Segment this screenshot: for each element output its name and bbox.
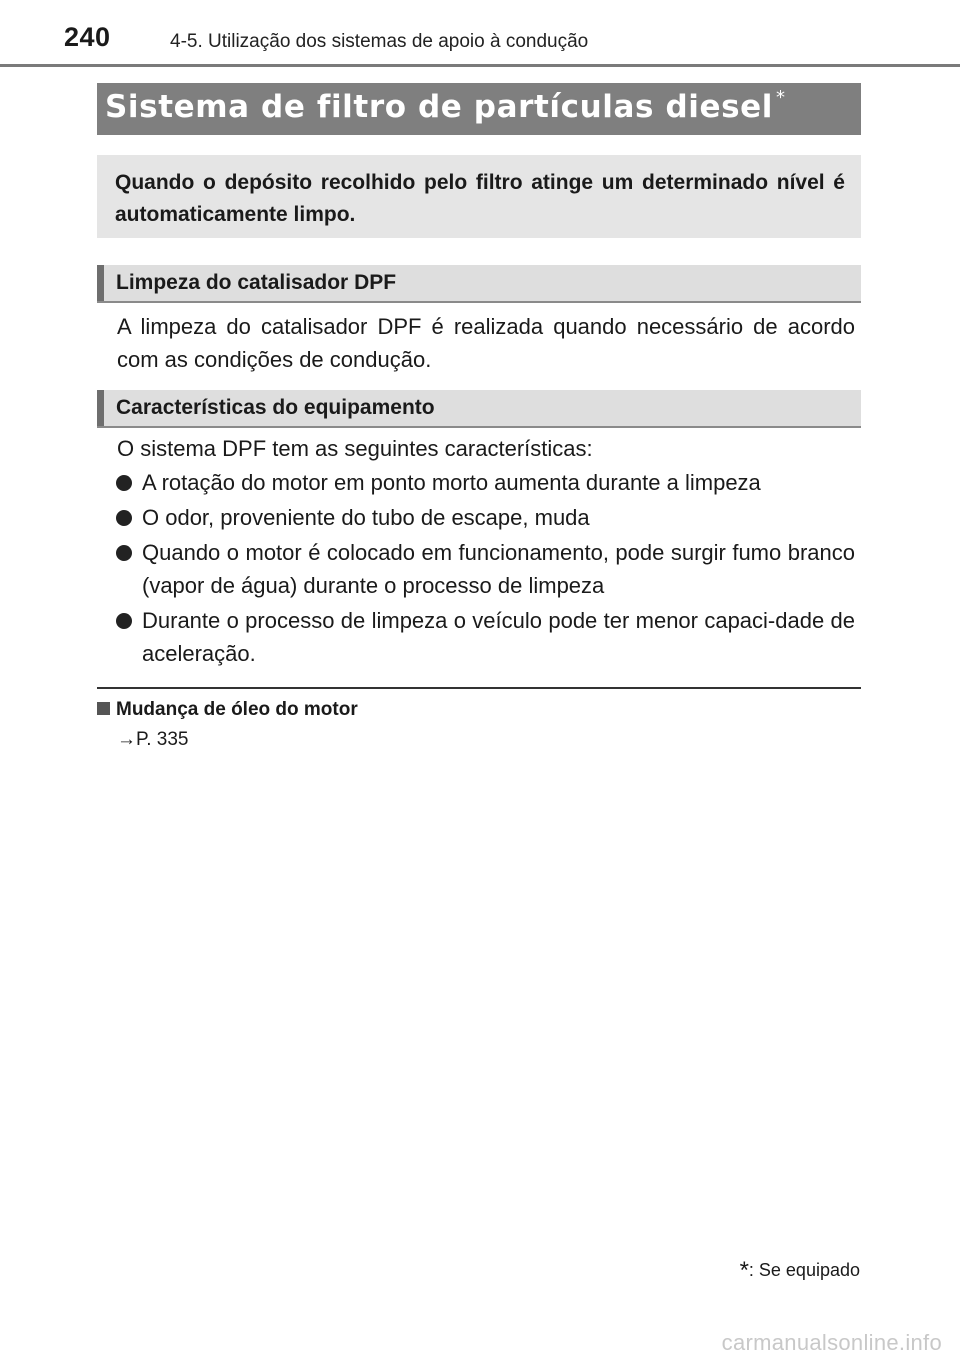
equipped-asterisk-icon: * [776,87,786,108]
bullet-icon [116,545,132,561]
intro-box [97,155,861,238]
section-body-features: O sistema DPF tem as seguintes características: [117,436,593,461]
bullet-icon [116,475,132,491]
bullet-icon [116,510,132,526]
feature-list [97,466,855,672]
header-divider [0,64,960,67]
list-item: Quando o motor é colocado em funcionamento, pode surgir fumo branco (vapor de água) durante o processo de limpeza [97,536,855,602]
page-title-text: Sistema de filtro de partículas diesel [105,89,774,125]
bullet-icon [116,613,132,629]
list-item: A rotação do motor em ponto morto aumenta durante a limpeza [97,466,855,499]
square-bullet-icon [97,702,110,715]
watermark: carmanualsonline.info [721,1330,942,1355]
section-heading-label: Características do equipamento [116,396,435,419]
footnote: *: Se equipado [739,1257,860,1284]
page-number: 240 [64,22,111,52]
list-item: O odor, proveniente do tubo de escape, muda [97,501,855,534]
section-heading-label: Limpeza do catalisador DPF [116,271,397,294]
page-title [105,89,786,125]
chapter-title: 4-5. Utilização dos sistemas de apoio à condução [170,31,589,52]
asterisk-icon: * [739,1257,749,1284]
list-item: Durante o processo de limpeza o veículo pode ter menor capaci-dade de aceleração. [97,604,855,670]
page-reference-link[interactable]: →P. 335 [117,729,189,750]
intro-text: Quando o depósito recolhido pelo filtro atinge um determinado nível é automaticamente limpo. [115,171,845,226]
section-body-dpf-cleaning: A limpeza do catalisador DPF é realizada quando necessário de acordo com as condições de condução. [117,314,855,372]
section-title-bar [97,83,861,135]
page-header [0,0,960,68]
section-heading-dpf-cleaning [97,265,861,303]
notes-divider [97,687,861,689]
notes-heading: Mudança de óleo do motor [97,699,358,721]
section-heading-features [97,390,861,428]
